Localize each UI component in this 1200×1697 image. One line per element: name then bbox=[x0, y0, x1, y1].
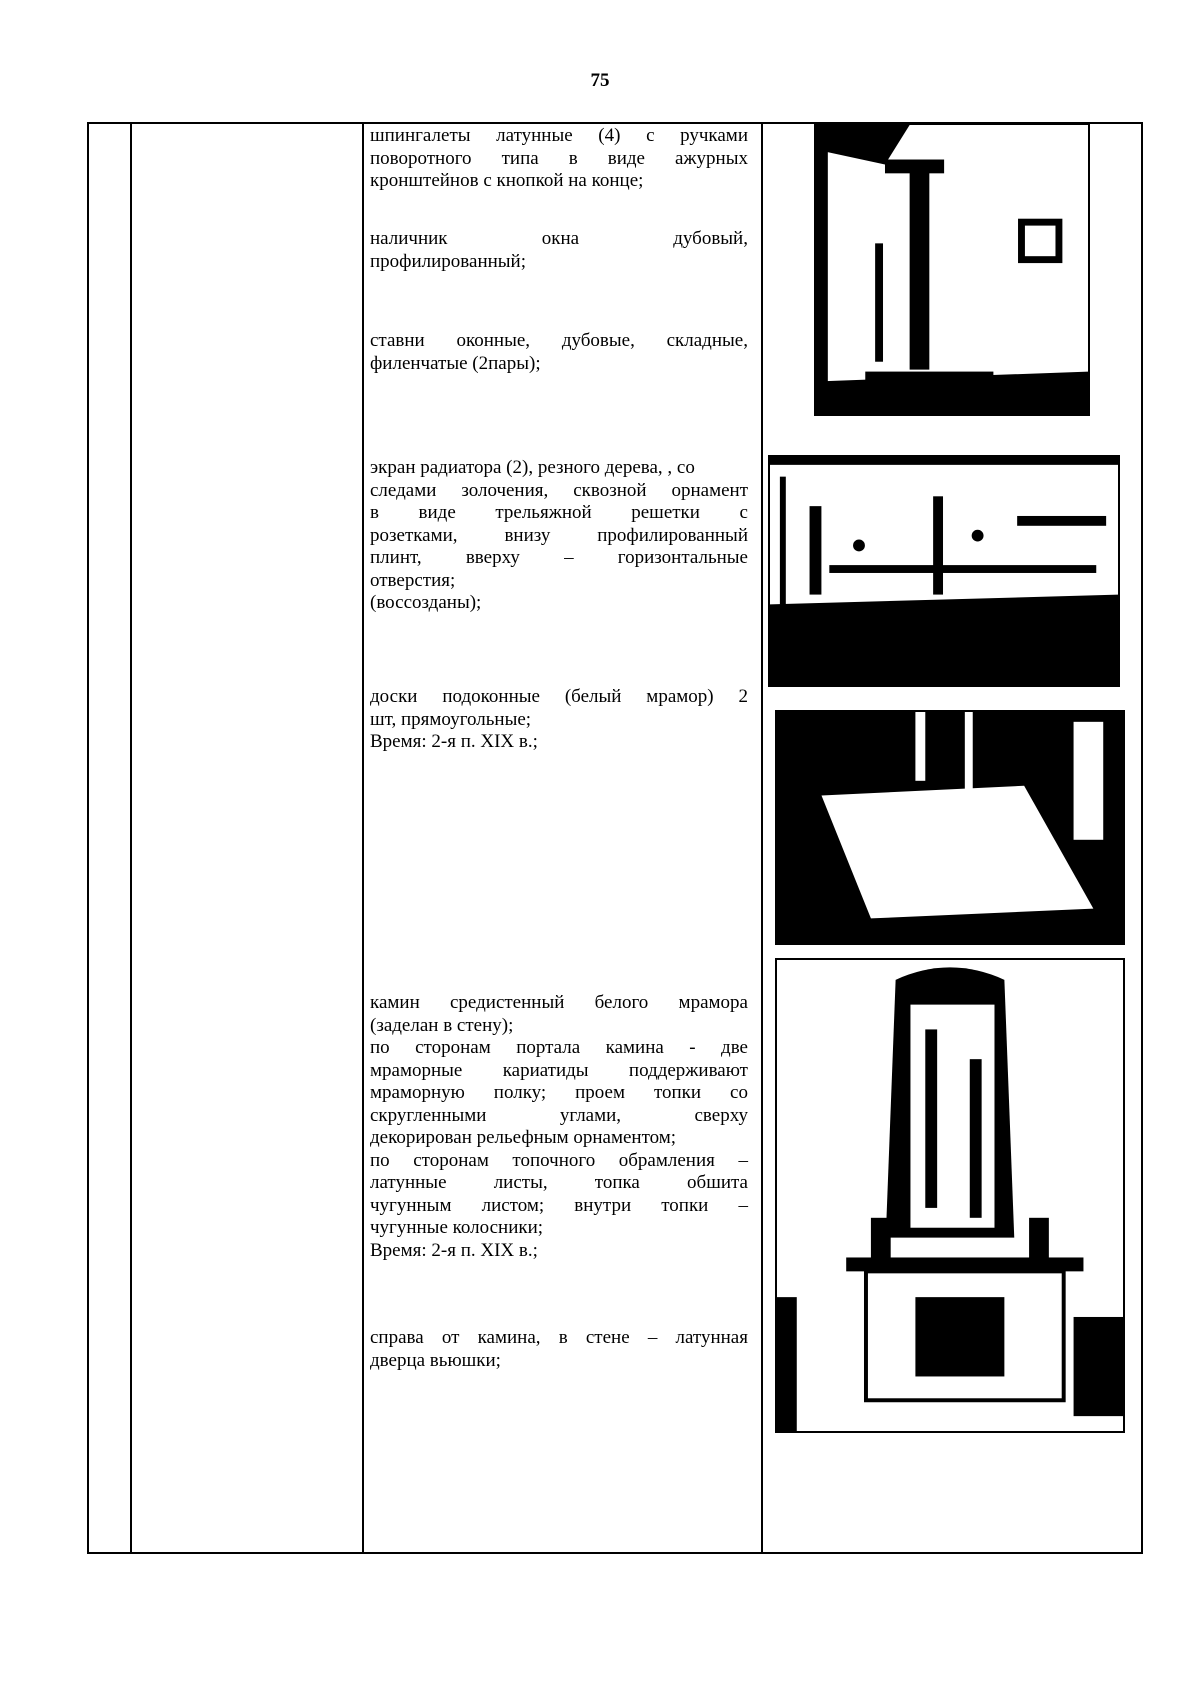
text-line: ставни оконные, дубовые, складные, bbox=[370, 330, 748, 351]
photo-radiator-screen bbox=[768, 455, 1120, 687]
text-line: поворотного типа в виде ажурных bbox=[370, 147, 748, 169]
text-line: (заделан в стену); bbox=[370, 1014, 514, 1036]
text-line: дверца вьюшки; bbox=[370, 1349, 501, 1371]
text-line: по сторонам портала камина - две bbox=[370, 1037, 748, 1058]
description-window-casing bbox=[370, 228, 748, 273]
text-line: в виде трельяжной решетки с bbox=[370, 502, 748, 523]
text-line: шт, прямоугольные; bbox=[370, 708, 532, 730]
photo-fireplace bbox=[775, 958, 1125, 1433]
description-window-latches bbox=[370, 125, 748, 193]
text-line: мраморные кариатиды поддерживают bbox=[370, 1059, 748, 1081]
column-divider-1 bbox=[130, 124, 132, 1552]
column-divider-2 bbox=[362, 124, 364, 1552]
text-line: чугунные колосники; bbox=[370, 1217, 544, 1238]
description-radiator-screen bbox=[370, 457, 748, 615]
text-line: кронштейнов с кнопкой на конце; bbox=[370, 170, 644, 191]
page-number: 75 bbox=[590, 70, 610, 91]
text-line: отверстия; bbox=[370, 569, 456, 591]
description-fireplace bbox=[370, 992, 748, 1262]
text-line: Время: 2-я п. XIX в.; bbox=[370, 731, 538, 752]
text-line: (воссозданы); bbox=[370, 592, 482, 613]
text-line: скругленными углами, сверху bbox=[370, 1104, 748, 1126]
text-line: по сторонам топочного обрамления – bbox=[370, 1149, 748, 1171]
text-line: Время: 2-я п. XIX в.; bbox=[370, 1239, 538, 1261]
description-damper-door bbox=[370, 1327, 748, 1372]
text-line: шпингалеты латунные (4) с ручками bbox=[370, 125, 748, 146]
text-line: следами золочения, сквозной орнамент bbox=[370, 479, 748, 501]
text-line: розетками, внизу профилированный bbox=[370, 524, 748, 546]
text-line: справа от камина, в стене – латунная bbox=[370, 1327, 748, 1348]
text-line: латунные листы, топка обшита bbox=[370, 1172, 748, 1193]
text-line: экран радиатора (2), резного дерева, , со bbox=[370, 457, 695, 478]
text-line: профилированный; bbox=[370, 250, 526, 272]
column-divider-3 bbox=[761, 124, 763, 1552]
text-line: декорирован рельефным орнаментом; bbox=[370, 1127, 677, 1148]
text-line: плинт, вверху – горизонтальные bbox=[370, 547, 748, 568]
text-line: доски подоконные (белый мрамор) 2 bbox=[370, 686, 748, 707]
text-line: чугунным листом; внутри топки – bbox=[370, 1194, 748, 1216]
text-line: мраморную полку; проем топки со bbox=[370, 1082, 748, 1103]
description-window-sills bbox=[370, 686, 748, 754]
description-window-shutters bbox=[370, 330, 748, 375]
photo-window-shutters bbox=[814, 123, 1090, 416]
text-line: филенчатые (2пары); bbox=[370, 352, 541, 374]
text-line: наличник окна дубовый, bbox=[370, 228, 748, 249]
photo-window-sill bbox=[775, 710, 1125, 945]
text-line: камин средистенный белого мрамора bbox=[370, 992, 748, 1013]
